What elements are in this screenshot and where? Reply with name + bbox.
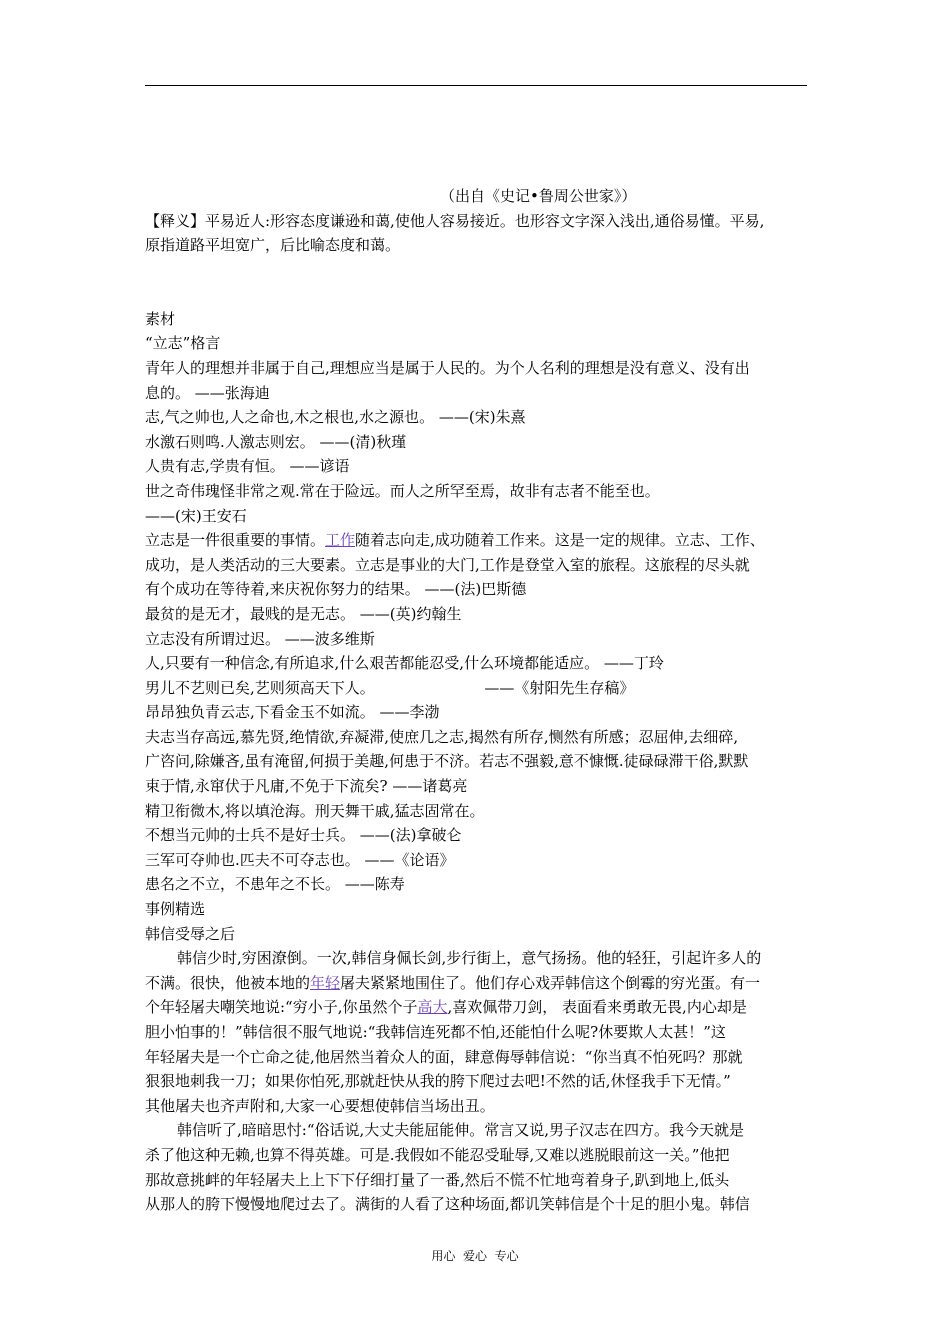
quote-line: 人贵有志,学贵有恒。 ——谚语 (145, 457, 350, 476)
story-line (145, 971, 807, 996)
quote-line: 青年人的理想并非属于自己,理想应当是属于人民的。为个人名利的理想是没有意义、没有出 (145, 358, 750, 377)
story-line: 年轻屠夫是一个亡命之徒,他居然当着众人的面，肆意侮辱韩信说：“你当真不怕死吗？那就 (145, 1047, 743, 1066)
explanation-line: 原指道路平坦宽广，后比喻态度和蔼。 (145, 236, 401, 255)
story-line: 从那人的胯下慢慢地爬过去了。满街的人看了这种场面,都讥笑韩信是个十足的胆小鬼。韩信 (145, 1195, 750, 1214)
story-text: 屠夫紧紧地围住了。他们存心戏弄韩信这个倒霉的穷光蛋。有一 (340, 973, 761, 992)
quote-line: 世之奇伟瑰怪非常之观.常在于险远。而人之所罕至焉，故非有志者不能至也。 (145, 481, 660, 500)
quote-line: 患名之不立，不患年之不长。 ——陈寿 (145, 875, 405, 894)
young-link[interactable]: 年轻 (310, 973, 341, 992)
story-text: 不满。很快，他被本地的 (145, 973, 311, 992)
quote-line: 昂昂独负青云志,下看金玉不如流。 ——李渤 (145, 703, 440, 722)
section-heading: 事例精选 (145, 900, 206, 919)
tall-link[interactable]: 高大 (417, 998, 448, 1017)
work-link[interactable]: 工作 (325, 531, 356, 550)
quote-line: 精卫衔微木,将以填沧海。刑天舞干戚,猛志固常在。 (145, 801, 485, 820)
spacer (145, 258, 807, 307)
story-line (145, 995, 807, 1020)
quote-line: 男儿不艺则已矣,艺则须高天下人。 ——《射阳先生存稿》 (145, 678, 635, 697)
quote-line: 夫志当存高远,慕先贤,绝情欲,弃凝滞,使庶几之志,揭然有所存,恻然有所感；忍屈伸,去细碎, (145, 727, 739, 746)
story-line: 杀了他这种无赖,也算不得英雄。可是.我假如不能忍受耻辱,又难以逃脱眼前这一关。”他把 (145, 1145, 730, 1164)
story-text: ,喜欢佩带刀剑， 表面看来勇敢无畏,内心却是 (447, 998, 747, 1017)
story-line: 韩信听了,暗暗思忖:“俗话说,大丈夫能屈能伸。常言又说,男子汉志在四方。我今天就是 (177, 1121, 745, 1140)
story-title: 韩信受辱之后 (145, 924, 236, 943)
document-body (145, 184, 807, 1217)
quote-line: 水激石则鸣.人激志则宏。 ——(清)秋瑾 (145, 432, 407, 451)
page-footer: 用心 爱心 专心 (431, 1249, 519, 1263)
quote-line: 不想当元帅的士兵不是好士兵。 ——(法)拿破仑 (145, 826, 462, 845)
section-subheading: “立志”格言 (145, 334, 221, 353)
quote-text: 立志是一件很重要的事情。 (145, 531, 326, 550)
story-line: 狠狠地刺我一刀；如果你怕死,那就赶快从我的胯下爬过去吧!不然的话,休怪我手下无情。” (145, 1072, 731, 1091)
section-heading: 素材 (145, 309, 176, 328)
quote-line: 息的。 ——张海迪 (145, 383, 270, 402)
quote-text: 随着志向走,成功随着工作来。这是一定的规律。立志、工作、 (355, 531, 765, 550)
story-line: 其他屠夫也齐声附和,大家一心要想使韩信当场出丑。 (145, 1096, 495, 1115)
story-line: 韩信少时,穷困潦倒。一次,韩信身佩长剑,步行街上，意气扬扬。他的轻狂，引起许多人的 (177, 949, 762, 968)
story-line: 胆小怕事的！”韩信很不服气地说:“我韩信连死都不怕,还能怕什么呢?休要欺人太甚！”这 (145, 1023, 726, 1041)
quote-line: 三军可夺帅也.匹夫不可夺志也。 ——《论语》 (145, 850, 455, 869)
quote-line: 束于情,永窜伏于凡庸,不免于下流矣? ——诸葛亮 (145, 777, 468, 796)
quote-line: 人,只要有一种信念,有所追求,什么艰苦都能忍受,什么环境都能适应。 ——丁玲 (145, 654, 664, 673)
explanation-line: 【释义】平易近人:形容态度谦逊和蔼,使他人容易接近。也形容文字深入浅出,通俗易懂。平易, (145, 211, 765, 230)
source-line: （出自《史记•鲁周公世家》） (440, 187, 637, 205)
quote-line: 广咨问,除嫌吝,虽有淹留,何损于美趣,何患于不济。若志不强毅,意不慷慨.徒碌碌滞干俗,默默 (145, 752, 749, 771)
quote-line: 成功，是人类活动的三大要素。立志是事业的大门,工作是登堂入室的旅程。这旅程的尽头就 (145, 555, 750, 574)
header-rule (145, 85, 807, 86)
quote-line: 志,气之帅也,人之命也,木之根也,水之源也。 ——(宋)朱熹 (145, 408, 526, 427)
quote-line: ——(宋)王安石 (145, 506, 247, 525)
quote-line: 有个成功在等待着,来庆祝你努力的结果。 ——(法)巴斯德 (145, 580, 527, 599)
quote-line: 最贫的是无才，最贱的是无志。 ——(英)约翰生 (145, 604, 462, 623)
quote-line (145, 528, 807, 553)
story-line: 那故意挑衅的年轻屠夫上上下下仔细打量了一番,然后不慌不忙地弯着身子,趴到地上,低头 (145, 1170, 730, 1189)
story-text: 个年轻屠夫嘲笑地说:“穷小子,你虽然个子 (145, 998, 418, 1017)
quote-line: 立志没有所谓过迟。 ——波多维斯 (145, 629, 375, 648)
